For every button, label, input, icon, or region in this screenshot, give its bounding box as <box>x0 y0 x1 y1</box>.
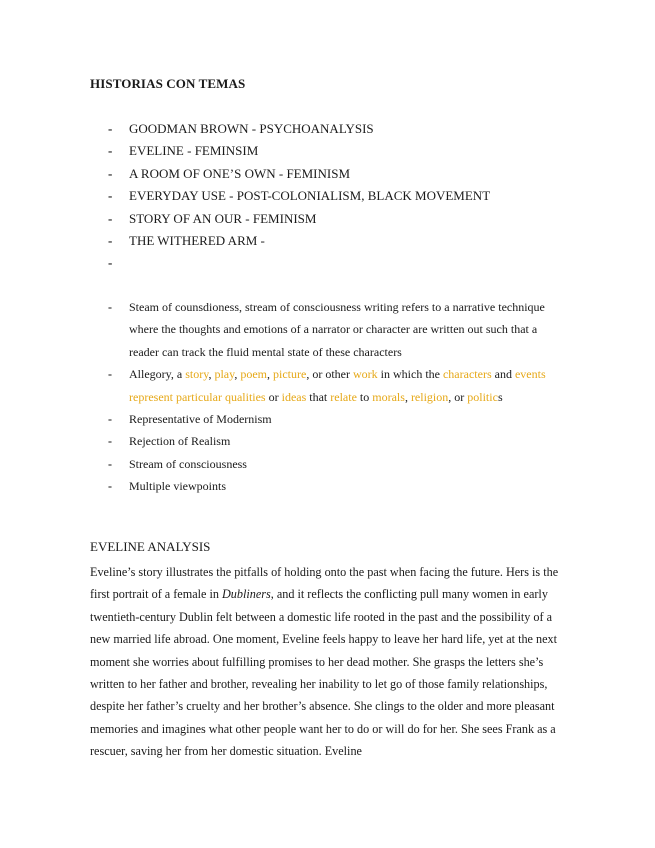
link-picture[interactable]: picture <box>273 367 307 382</box>
list-item: - Rejection of Realism <box>108 430 568 452</box>
allegory-text: Allegory, a story, play, poem, picture, or other work in which the characters and events represent particular qualities or ideas that relate to morals, religion, or politics <box>129 367 546 404</box>
bullet-dash: - <box>108 165 113 181</box>
bullet-dash: - <box>108 188 113 204</box>
list-item: - EVELINE - FEMINSIM <box>108 140 568 162</box>
list-item-allegory <box>108 363 568 408</box>
bullet-dash: - <box>108 121 113 136</box>
list-item: - THE WITHERED ARM - <box>108 230 568 252</box>
link-politic[interactable]: politic <box>467 389 498 404</box>
bullet-dash: - <box>108 367 112 382</box>
book-title-italic: Dubliners <box>221 587 271 602</box>
bullet-dash: - <box>108 456 112 471</box>
page-heading: HISTORIAS CON TEMAS <box>90 76 246 91</box>
link-characters[interactable]: characters <box>442 367 492 382</box>
list-item-stream-note: - Steam of counsdioness, stream of consciousness writing refers to a narrative technique where the thoughts and emotions of a narrator or character are written out such that a reader can track the fluid mental state of these characters <box>108 296 568 363</box>
link-morals[interactable]: morals <box>372 389 405 404</box>
bullet-dash: - <box>108 143 113 159</box>
list-item: - A ROOM OF ONE’S OWN - FEMINISM <box>108 163 568 185</box>
link-work[interactable]: work <box>352 367 378 382</box>
bullet-dash: - <box>108 479 112 494</box>
bullet-dash: - <box>108 210 113 226</box>
link-play[interactable]: play <box>214 367 235 382</box>
link-religion[interactable]: religion <box>410 389 449 404</box>
link-ideas[interactable]: ideas <box>281 389 307 404</box>
eveline-analysis-paragraph: Eveline’s story illustrates the pitfalls of holding onto the past when facing the future. Hers is the first portrait of a female in Dubliners, and it reflects the conflicting pull many women in early twentieth-century Dublin felt between a domestic life rooted in the past and the possibility of a new married life abroad. One moment, Eveline feels happy to leave her hard life, yet at the next moment she worries about fulfilling promises to her dead mother. She grasps the letters she’s written to her father and brother, revealing her inability to let go of those family relationships, despite her father’s cruelty and her brother’s absence. She clings to the older and more pleasant memories and imagines what other people want her to do or will do for her. She sees Frank as a rescuer, saving her from her domestic situation. Eveline <box>90 565 559 759</box>
link-events[interactable]: events represent particular qualities <box>129 367 546 404</box>
list-item: - Stream of consciousness <box>108 453 568 475</box>
link-relate[interactable]: relate <box>330 389 357 404</box>
list-item: - EVERYDAY USE - POST-COLONIALISM, BLACK MOVEMENT <box>108 185 568 207</box>
notes-list <box>108 296 568 498</box>
list-item: - GOODMAN BROWN - PSYCHOANALYSIS <box>108 118 568 140</box>
list-item: - Multiple viewpoints <box>108 475 568 497</box>
link-story[interactable]: story <box>185 367 209 382</box>
list-item: - STORY OF AN OUR - FEMINISM <box>108 208 568 230</box>
bullet-dash: - <box>108 233 113 249</box>
list-item: - Representative of Modernism <box>108 408 568 430</box>
section-title-eveline: EVELINE ANALYSIS <box>90 539 211 554</box>
bullet-dash: - <box>108 255 113 271</box>
link-poem[interactable]: poem <box>240 367 267 382</box>
bullet-dash: - <box>108 300 112 314</box>
bullet-dash: - <box>108 412 112 427</box>
bullet-dash: - <box>108 434 112 449</box>
story-theme-list <box>108 118 568 271</box>
